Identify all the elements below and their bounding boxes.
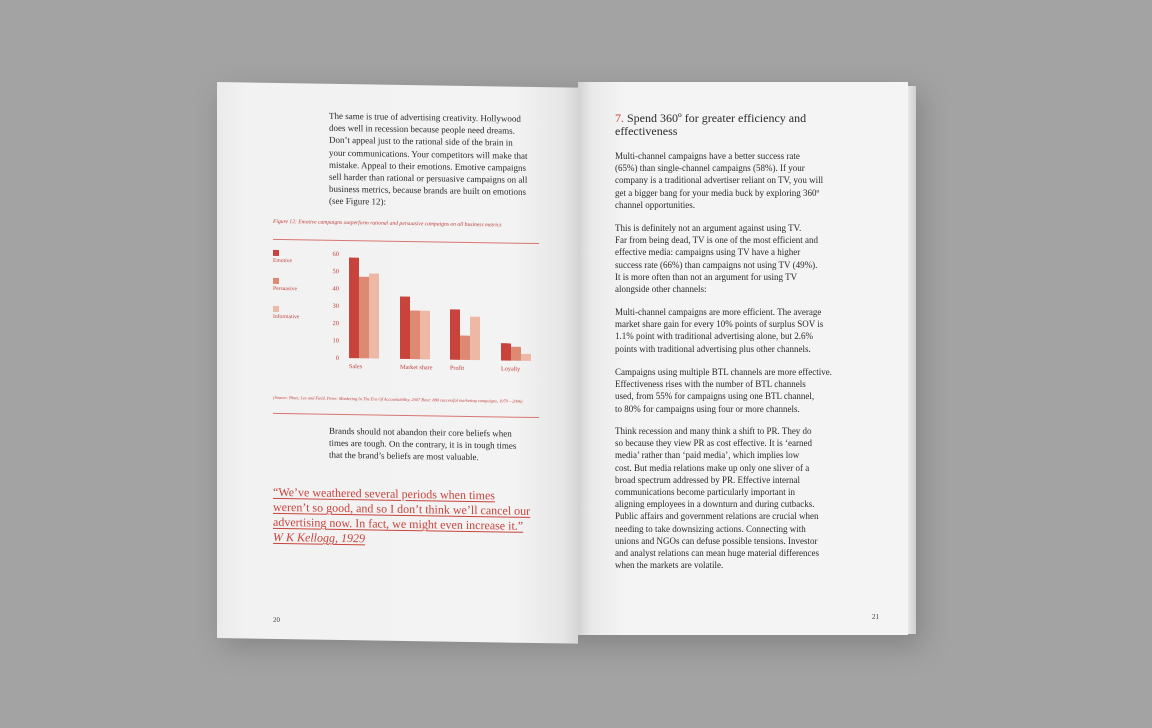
text-line: broad spectrum addressed by PR. Effective internal <box>615 474 801 485</box>
y-tick-label: 30 <box>332 302 339 310</box>
text-line: when the markets are volatile. <box>615 560 724 571</box>
text-line: Far from being dead, TV is one of the most efficient and <box>615 235 818 246</box>
text-line: This is definitely not an argument against using TV. <box>615 223 802 233</box>
brands-paragraph <box>329 425 529 465</box>
text-line: Think recession and many think a shift to PR. They do <box>615 426 812 436</box>
text-line: Brands should not abandon their core beliefs when <box>329 425 512 439</box>
legend-label: Persuasive <box>273 285 297 293</box>
text-line: success rate (66%) than campaigns not using TV (49%). <box>615 259 818 270</box>
x-category-label: Sales <box>349 363 363 371</box>
pull-quote <box>273 485 535 549</box>
legend-label: Informative <box>273 313 300 321</box>
legend-swatch <box>273 306 279 312</box>
text-line: sell harder than rational or persuasive campaigns on all <box>329 171 528 185</box>
y-tick-label: 60 <box>332 250 339 258</box>
bar-persuasive-loyalty <box>511 347 521 361</box>
text-line: points with traditional advertising plus other channels. <box>615 343 811 354</box>
text-line: Public affairs and government relations are crucial when <box>615 511 819 522</box>
text-line: times are tough. On the contrary, it is in tough times <box>329 437 517 451</box>
text-line: Campaigns using multiple BTL channels are more effective. <box>615 367 832 377</box>
legend-item-informative <box>273 306 299 320</box>
bar-persuasive-sales <box>359 277 369 359</box>
page-stack-edge <box>908 86 916 634</box>
paragraph-tv <box>615 222 833 295</box>
bar-emotive-market-share <box>400 296 410 359</box>
y-tick-label: 20 <box>332 320 339 328</box>
text-line: unions and NGOs can defuse possible tensions. Investor <box>615 535 818 546</box>
quote-line: “We’ve weathered several periods when times <box>273 484 495 503</box>
heading-line: Spend 360º for greater efficiency and <box>627 111 807 125</box>
text-line: (65%) than single-channel campaigns (58%). If your <box>615 163 805 174</box>
text-line: needing to take downsizing actions. Connecting with <box>615 523 806 534</box>
paragraph-pr <box>615 425 833 571</box>
text-line: 1.1% point with traditional advertising alone, but 2.6% <box>615 331 813 342</box>
text-line: It is more often than not an argument for using TV <box>615 271 798 282</box>
text-line: communications become particularly important in <box>615 487 795 498</box>
left-page <box>217 82 578 644</box>
x-category-label: Loyalty <box>501 365 521 373</box>
intro-paragraph <box>329 110 529 211</box>
figure-rule-top <box>273 239 539 244</box>
y-tick-label: 0 <box>335 354 339 362</box>
text-line: so because they view PR as cost effective. It is ‘earned <box>615 438 813 449</box>
x-category-label: Profit <box>450 364 465 372</box>
page-number-left: 20 <box>273 615 280 624</box>
bar-persuasive-profit <box>460 336 470 360</box>
text-line: to 80% for campaigns using four or more channels. <box>615 403 800 414</box>
page-number-right: 21 <box>872 613 879 621</box>
text-line: your communications. Your competitors will make that <box>329 147 528 161</box>
figure-rule-bottom <box>273 413 539 418</box>
text-line: channel opportunities. <box>615 199 695 210</box>
bar-informative-profit <box>470 317 480 360</box>
text-line: mistake. Appeal to their emotions. Emotive campaigns <box>329 159 526 173</box>
bar-emotive-loyalty <box>501 343 511 360</box>
text-line: used, from 55% for campaigns using one BTL channel, <box>615 391 815 402</box>
text-line: effective media: campaigns using TV have a higher <box>615 247 801 258</box>
paragraph-btl <box>615 366 833 415</box>
bar-chart <box>323 248 533 396</box>
text-line: Don’t appeal just to the rational side of the brain in <box>329 135 513 149</box>
text-line: cost. But media relations make up only one sliver of a <box>615 462 810 473</box>
x-category-label: Market share <box>400 363 433 372</box>
quote-line: advertising now. In fact, we might even increase it.” <box>273 514 524 533</box>
text-line: The same is true of advertising creativity. Hollywood <box>329 110 521 124</box>
heading-line: effectiveness <box>615 124 678 138</box>
text-line: company is a traditional advertiser reliant on TV, you will <box>615 175 824 186</box>
bar-informative-loyalty <box>521 354 531 361</box>
text-line: and analyst relations can mean huge material differences <box>615 548 819 559</box>
text-line: (see Figure 12): <box>329 196 386 208</box>
figure-caption: Figure 12: Emotive campaigns outperform rational and persuasive campaigns on all business metrics <box>273 218 502 229</box>
text-line: market share gain for every 10% points of surplus SOV is <box>615 319 824 330</box>
paragraph-efficient <box>615 306 833 355</box>
quote-line: weren’t so good, and so I don’t think we’ll cancel our <box>273 499 531 518</box>
bar-emotive-sales <box>349 258 359 359</box>
legend-swatch <box>273 278 279 284</box>
text-line: does well in recession because people need dreams. <box>329 122 515 136</box>
text-line: aligning employees in a downturn and during cutbacks. <box>615 499 815 510</box>
paragraph-multichannel <box>615 150 833 211</box>
text-line: that the brand’s beliefs are most valuable. <box>329 450 479 463</box>
bar-informative-sales <box>369 273 379 358</box>
legend-swatch <box>273 250 279 256</box>
text-line: Effectiveness rises with the number of BTL channels <box>615 379 806 390</box>
text-line: business metrics, because brands are built on emotions <box>329 183 526 198</box>
y-tick-label: 50 <box>332 268 339 276</box>
y-tick-label: 10 <box>332 337 339 345</box>
bar-emotive-profit <box>450 309 460 359</box>
text-line: Multi-channel campaigns have a better success rate <box>615 151 800 161</box>
legend-label: Emotive <box>273 257 292 265</box>
figure-source: (Source: Binet, Les and Field, Peter: Marketing In The Era Of Accountability, 2007 Base: 880 successful marketing campaigns, 1979 – 2006) <box>273 394 523 404</box>
bar-persuasive-market-share <box>410 310 420 359</box>
text-line: Multi-channel campaigns are more efficient. The average <box>615 307 822 317</box>
text-line: media’ rather than ‘paid media’, which implies low <box>615 450 800 461</box>
section-number: 7. <box>615 111 624 125</box>
quote-attribution: W K Kellogg, 1929 <box>273 529 365 546</box>
bar-informative-market-share <box>420 311 430 360</box>
legend-item-emotive <box>273 250 292 264</box>
text-line: get a bigger bang for your media buck by exploring 360º <box>615 187 820 198</box>
y-tick-label: 40 <box>332 285 339 293</box>
legend-item-persuasive <box>273 278 297 292</box>
text-line: alongside other channels: <box>615 284 707 295</box>
right-page <box>578 82 908 635</box>
section-heading <box>615 112 835 138</box>
